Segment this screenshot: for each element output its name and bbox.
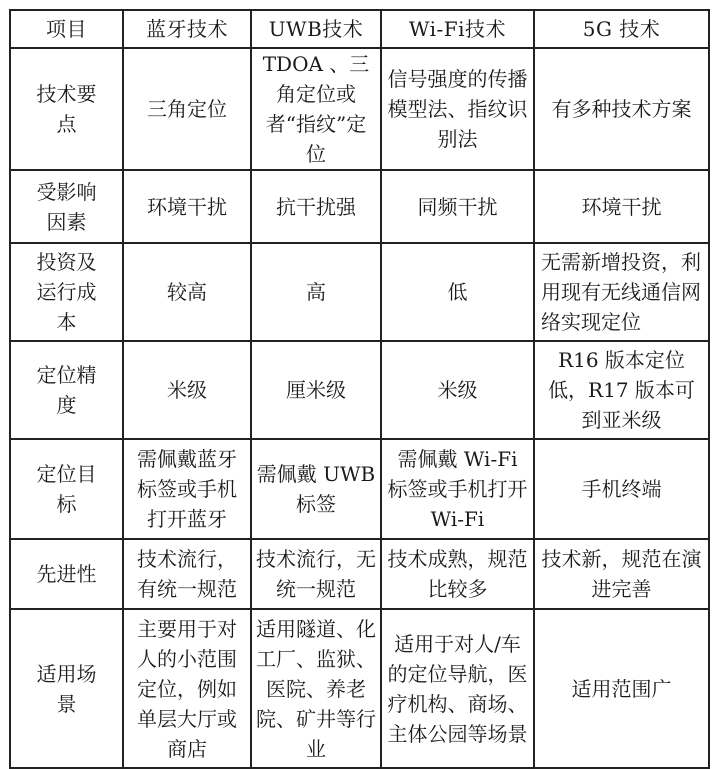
table-cell: 低	[381, 243, 534, 341]
table-cell: 环境干扰	[123, 170, 251, 243]
table-cell: 技术流行，无统一规范	[251, 539, 381, 609]
table-row	[10, 170, 709, 243]
table-row	[10, 341, 709, 439]
table-cell: 环境干扰	[534, 170, 709, 243]
table-cell: 技术成熟，规范比较多	[381, 539, 534, 609]
table-cell: 需佩戴 Wi-Fi 标签或手机打开 Wi-Fi	[381, 439, 534, 539]
table-cell: 适用隧道、化工厂、监狱、医院、养老院、矿井等行业	[251, 609, 381, 768]
table-cell: 无需新增投资，利用现有无线通信网络实现定位	[534, 243, 709, 341]
row-label: 先进性	[10, 539, 123, 609]
table-cell: 米级	[381, 341, 534, 439]
table-cell: 米级	[123, 341, 251, 439]
table-row	[10, 439, 709, 539]
table-cell: 适用于对人/车的定位导航，医疗机构、商场、主体公园等场景	[381, 609, 534, 768]
table-cell: 主要用于对人的小范围定位，例如单层大厅或商店	[123, 609, 251, 768]
table-cell: 三角定位	[123, 48, 251, 170]
header-cell-wifi: Wi-Fi技术	[381, 10, 534, 48]
row-label: 投资及运行成本	[10, 243, 123, 341]
header-row	[10, 10, 709, 48]
table-cell: R16 版本定位低，R17 版本可到亚米级	[534, 341, 709, 439]
table-cell: 技术流行，有统一规范	[123, 539, 251, 609]
header-cell-uwb: UWB技术	[251, 10, 381, 48]
header-cell-5g: 5G 技术	[534, 10, 709, 48]
table-row	[10, 539, 709, 609]
table-cell: 有多种技术方案	[534, 48, 709, 170]
table-cell: 高	[251, 243, 381, 341]
table-cell: 需佩戴蓝牙标签或手机打开蓝牙	[123, 439, 251, 539]
table-cell: TDOA 、三角定位或者“指纹”定位	[251, 48, 381, 170]
table-row	[10, 243, 709, 341]
row-label: 适用场景	[10, 609, 123, 768]
table-cell: 信号强度的传播模型法、指纹识别法	[381, 48, 534, 170]
table-cell: 技术新，规范在演进完善	[534, 539, 709, 609]
comparison-table	[9, 9, 710, 769]
table-row	[10, 609, 709, 768]
table-cell: 需佩戴 UWB 标签	[251, 439, 381, 539]
table-cell: 同频干扰	[381, 170, 534, 243]
table-cell: 适用范围广	[534, 609, 709, 768]
table-cell: 手机终端	[534, 439, 709, 539]
row-label: 技术要点	[10, 48, 123, 170]
row-label: 定位精度	[10, 341, 123, 439]
header-cell-bluetooth: 蓝牙技术	[123, 10, 251, 48]
header-cell-item: 项目	[10, 10, 123, 48]
table-cell: 抗干扰强	[251, 170, 381, 243]
row-label: 定位目标	[10, 439, 123, 539]
table-row	[10, 48, 709, 170]
row-label: 受影响因素	[10, 170, 123, 243]
table-cell: 较高	[123, 243, 251, 341]
table-cell: 厘米级	[251, 341, 381, 439]
